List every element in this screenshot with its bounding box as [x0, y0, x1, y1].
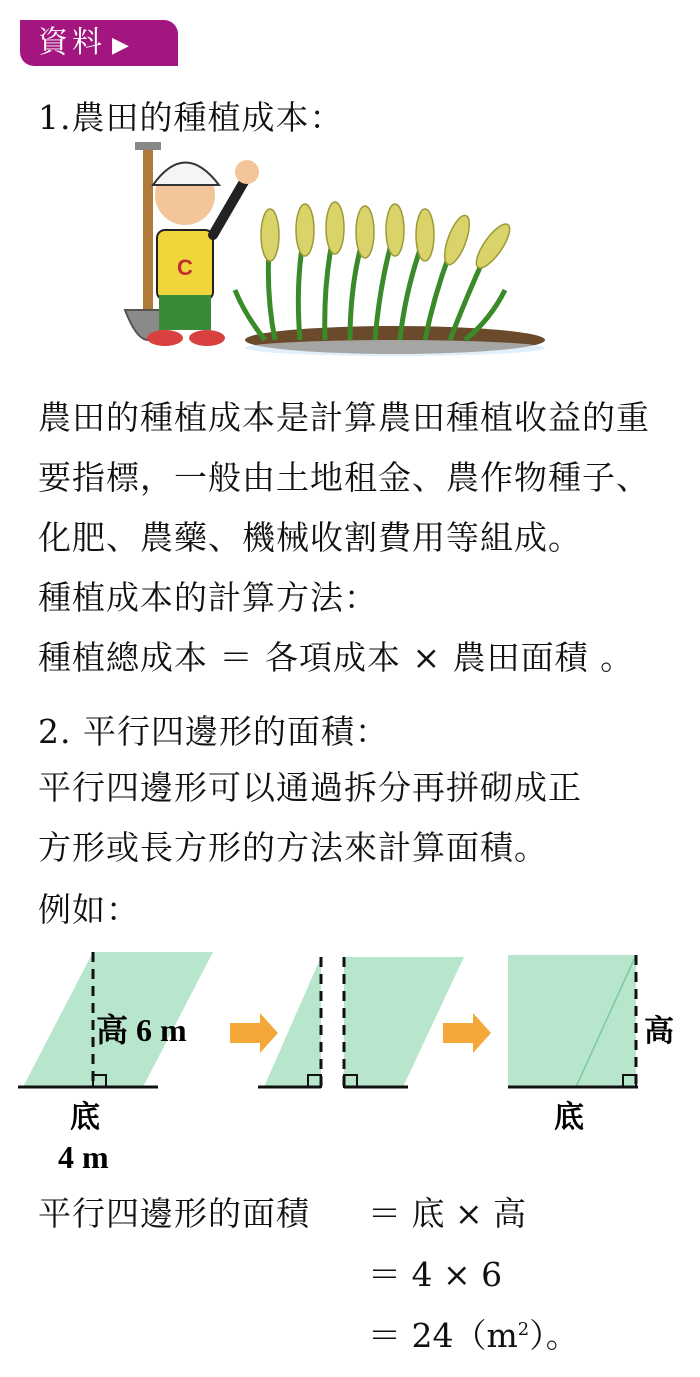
section1-heading: 1.農田的種植成本： [38, 98, 344, 137]
right-arrow-icon [443, 1013, 491, 1053]
section2-paragraph-line-2: 方形或長方形的方法來計算面積。 [38, 828, 548, 867]
section2-paragraph-line-1: 平行四邊形可以通過拆分再拼砌成正 [38, 768, 582, 807]
cost-formula: 種植總成本 ＝ 各項成本 × 農田面積 。 [38, 638, 635, 677]
play-arrow-icon: ▶ [112, 33, 133, 58]
step3-suffix: ）。 [529, 1316, 579, 1355]
section1-paragraph-line-2: 要指標，一般由土地租金、農作物種子、 [38, 458, 650, 497]
section2-heading: 2. 平行四邊形的面積： [38, 712, 389, 751]
method-label: 種植成本的計算方法： [38, 578, 378, 617]
step3-prefix: ＝ 24（m [368, 1316, 518, 1355]
height-label: 高 6 m [96, 1012, 187, 1048]
section1-paragraph-line-3: 化肥、農藥、機械收割費用等組成。 [38, 518, 582, 557]
rect-height-label: 高 [644, 1015, 674, 1048]
rect-base-label: 底 [554, 1101, 584, 1134]
area-equation-lhs: 平行四邊形的面積 [38, 1194, 310, 1233]
tag-label: 資料 [38, 25, 106, 60]
section1-paragraph-line-1: 農田的種植成本是計算農田種植收益的重 [38, 398, 650, 437]
farmer-field-illustration [95, 140, 545, 380]
right-arrow-icon [230, 1013, 278, 1053]
base-value: 4 m [58, 1139, 109, 1175]
rectangle-shape [508, 955, 636, 1087]
example-label: 例如： [38, 890, 140, 929]
area-equation-step-3 [368, 1310, 579, 1357]
remaining-trapezoid [344, 957, 464, 1087]
area-equation-step-1: ＝ 底 × 高 [368, 1194, 527, 1233]
farmer-character [125, 142, 259, 346]
base-label: 底 [70, 1101, 100, 1134]
area-equation-step-2: ＝ 4 × 6 [368, 1255, 503, 1294]
parallelogram-diagram [18, 945, 700, 1180]
unit-exponent: 2 [517, 1319, 530, 1340]
svg-text:C: C [177, 255, 193, 280]
section-tag [20, 20, 178, 66]
cut-triangle [264, 957, 321, 1087]
